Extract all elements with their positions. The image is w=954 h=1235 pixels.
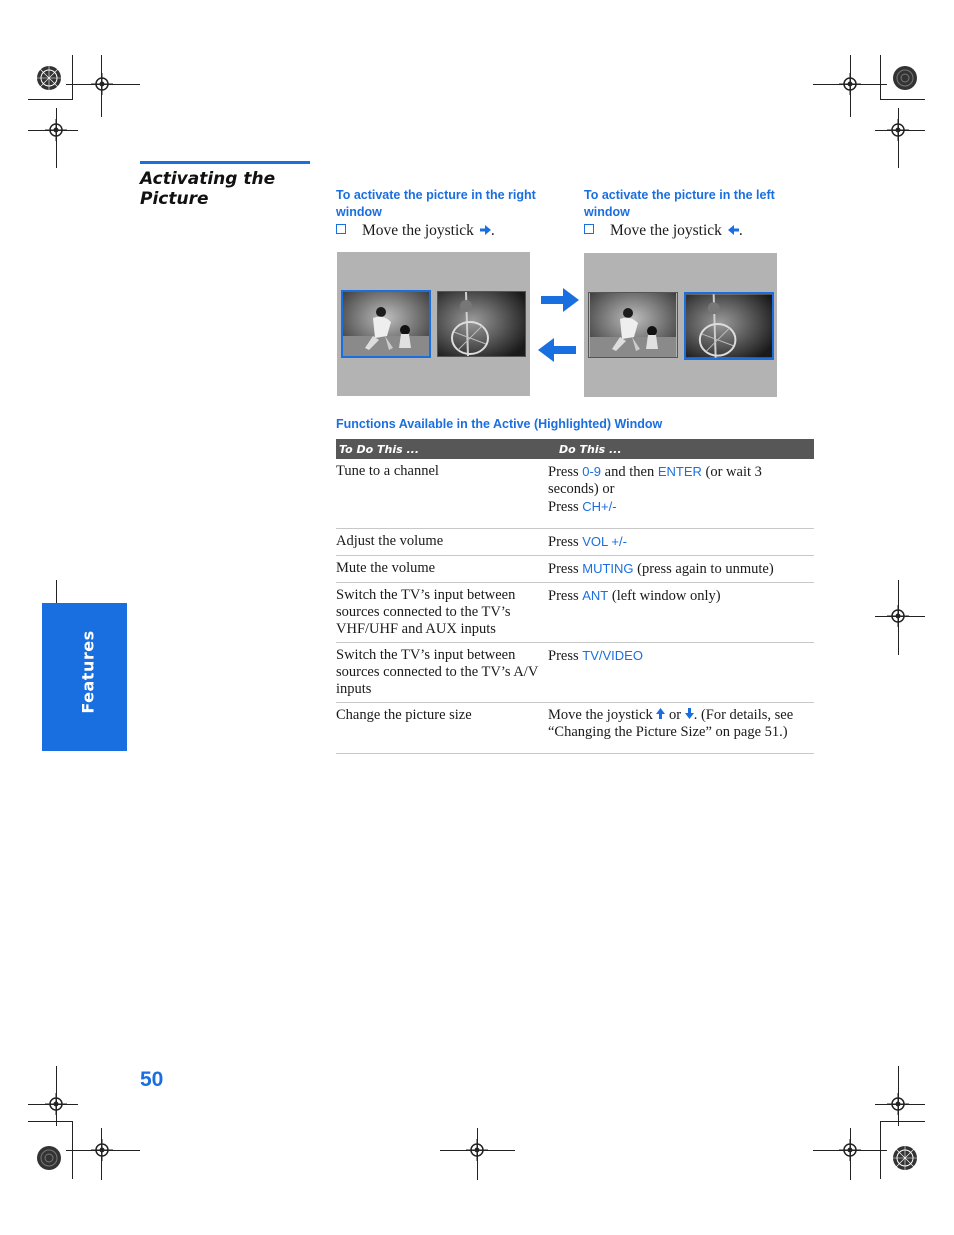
text: Press [548, 534, 579, 550]
right-arrow-icon [480, 225, 491, 235]
table-cell-instruction [548, 703, 814, 754]
left-arrow-icon [538, 338, 576, 362]
up-arrow-icon [656, 708, 665, 719]
functions-title: Functions Available in the Active (Highlighted) Window [336, 417, 663, 431]
crop-mark [850, 1128, 851, 1180]
table-row [336, 459, 814, 529]
tv-screen-right-inactive [337, 252, 530, 396]
text: or [668, 707, 682, 723]
button-label: CH+/- [582, 499, 617, 514]
button-label: 0-9 [582, 464, 602, 479]
table-row [336, 643, 814, 703]
crop-mark [898, 1066, 899, 1126]
crop-mark [875, 1104, 925, 1105]
crop-mark [28, 1121, 73, 1122]
crop-mark [28, 130, 78, 131]
crop-mark [101, 1128, 102, 1180]
text: and then [604, 464, 655, 480]
table-cell-instruction [548, 459, 814, 529]
crop-mark [101, 55, 102, 117]
text: Press [548, 588, 579, 604]
text: (press again to unmute) [637, 561, 774, 577]
table-cell-action: Switch the TV’s input between sources connected to the TV’s VHF/UHF and AUX inputs [336, 583, 548, 643]
crop-mark [66, 1150, 140, 1151]
table-cell-instruction [548, 583, 814, 643]
table-header-row [336, 439, 814, 459]
text: (or wait 3 seconds) or [548, 464, 762, 497]
table-row [336, 583, 814, 643]
table-cell-action: Mute the volume [336, 556, 548, 583]
table-cell-action: Switch the TV’s input between sources connected to the TV’s A/V inputs [336, 643, 548, 703]
registration-target-icon [892, 1145, 918, 1171]
crop-mark [28, 1104, 78, 1105]
tv-screen-left-inactive [584, 253, 777, 397]
table-row [336, 529, 814, 556]
table-cell-action: Tune to a channel [336, 459, 548, 529]
crop-mark [66, 84, 140, 85]
crop-mark [477, 1128, 478, 1180]
crop-mark [56, 1066, 57, 1126]
side-tab-label: Features [78, 630, 98, 714]
crop-mark [56, 580, 57, 604]
button-label: ENTER [657, 464, 702, 479]
crop-mark [880, 1121, 925, 1122]
table-cell-action: Adjust the volume [336, 529, 548, 556]
right-arrow-icon [541, 288, 579, 312]
checkbox-bullet-icon [336, 224, 346, 234]
baseball-player-picture [341, 290, 431, 358]
text: Press [548, 499, 579, 515]
crop-mark [850, 55, 851, 117]
crop-mark [898, 108, 899, 168]
basketball-picture [684, 292, 774, 360]
page-number: 50 [140, 1068, 164, 1091]
functions-table [336, 439, 814, 754]
basketball-picture [437, 291, 526, 357]
crop-mark [875, 616, 925, 617]
left-arrow-icon [728, 225, 739, 235]
text: (left window only) [611, 588, 721, 604]
baseball-player-picture [588, 292, 678, 358]
button-label: TV/VIDEO [582, 648, 643, 663]
left-window-step: Move the joystick . [584, 222, 743, 240]
table-row [336, 556, 814, 583]
right-window-step: Move the joystick . [336, 222, 495, 240]
crop-mark [56, 108, 57, 168]
table-cell-instruction [548, 529, 814, 556]
button-label: MUTING [582, 561, 634, 576]
table-cell-instruction [548, 556, 814, 583]
section-rule [140, 161, 310, 164]
down-arrow-icon [685, 708, 694, 719]
crop-mark [880, 99, 925, 100]
table-cell-action: Change the picture size [336, 703, 548, 754]
text: . (For details, see “Changing the Picture Size” on page 51.) [548, 707, 794, 740]
text: Press [548, 464, 579, 480]
button-label: ANT [582, 588, 609, 603]
text: Press [548, 561, 579, 577]
text: Press [548, 648, 579, 664]
section-title: Activating the Picture [140, 169, 276, 209]
left-window-instruction: Move the joystick [610, 222, 722, 239]
crop-mark [28, 99, 73, 100]
table-row [336, 703, 814, 754]
registration-target-icon [36, 65, 62, 91]
text: Move the joystick [548, 707, 653, 723]
right-window-instruction: Move the joystick [362, 222, 474, 239]
column-header: Do This ... [548, 439, 814, 459]
crop-mark [875, 130, 925, 131]
table-cell-instruction [548, 643, 814, 703]
right-window-heading: To activate the picture in the right window [336, 188, 536, 219]
left-window-heading: To activate the picture in the left window [584, 188, 775, 219]
button-label: VOL +/- [582, 534, 627, 549]
crop-mark [880, 55, 881, 100]
registration-target-icon [892, 65, 918, 91]
registration-target-icon [36, 1145, 62, 1171]
crop-mark [898, 580, 899, 655]
column-header: To Do This ... [336, 439, 548, 459]
checkbox-bullet-icon [584, 224, 594, 234]
crop-mark [72, 55, 73, 100]
